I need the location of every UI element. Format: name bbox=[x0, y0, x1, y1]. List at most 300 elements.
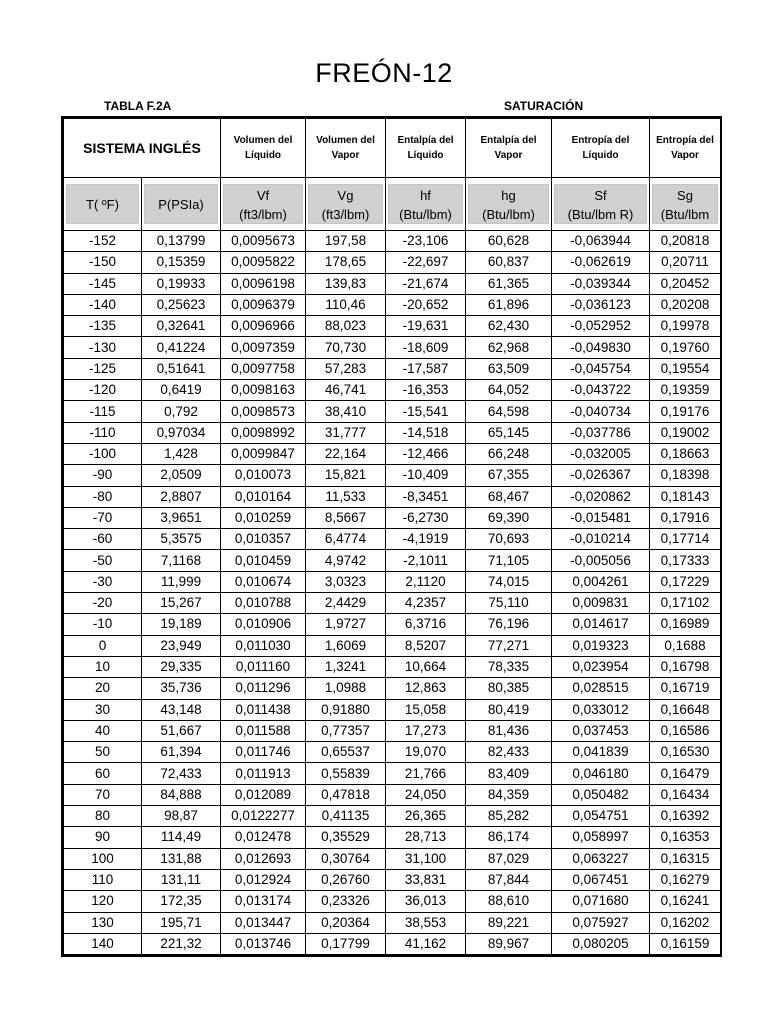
table-cell: 0,19176 bbox=[650, 401, 721, 422]
table-cell: 31,100 bbox=[386, 848, 466, 869]
table-cell: 0,0096198 bbox=[221, 273, 306, 294]
table-cell: 0,013447 bbox=[221, 912, 306, 933]
table-cell: 0,058997 bbox=[552, 827, 650, 848]
system-header: SISTEMA INGLÉS bbox=[64, 119, 221, 178]
table-cell: 0,16798 bbox=[650, 656, 721, 677]
unit-cell bbox=[466, 178, 552, 231]
table-cell: 78,335 bbox=[466, 656, 552, 677]
table-row bbox=[64, 848, 721, 869]
table-cell: 0,16434 bbox=[650, 784, 721, 805]
table-cell: -30 bbox=[64, 571, 142, 592]
table-cell: 43,148 bbox=[142, 699, 221, 720]
table-cell: 62,968 bbox=[466, 337, 552, 358]
table-cell: 0,41224 bbox=[142, 337, 221, 358]
table-cell: 114,49 bbox=[142, 827, 221, 848]
table-cell: 0,011160 bbox=[221, 656, 306, 677]
table-cell: 0,20711 bbox=[650, 252, 721, 273]
col-header bbox=[306, 119, 386, 178]
table-cell: 24,050 bbox=[386, 784, 466, 805]
table-cell: -15,541 bbox=[386, 401, 466, 422]
table-cell: -17,587 bbox=[386, 358, 466, 379]
table-cell: 65,145 bbox=[466, 422, 552, 443]
table-cell: 1,428 bbox=[142, 443, 221, 464]
col-header-line2: Vapor bbox=[331, 150, 360, 161]
table-cell: 0,012924 bbox=[221, 869, 306, 890]
table-cell: 0,23326 bbox=[306, 891, 386, 912]
unit-symbol: Vg bbox=[337, 188, 354, 203]
table-cell: -0,043722 bbox=[552, 380, 650, 401]
table-cell: 3,9651 bbox=[142, 507, 221, 528]
table-cell: 0,91880 bbox=[306, 699, 386, 720]
table-cell: -140 bbox=[64, 294, 142, 315]
table-cell: 0,011030 bbox=[221, 635, 306, 656]
table-cell: 0,35529 bbox=[306, 827, 386, 848]
table-cell: 2,8807 bbox=[142, 486, 221, 507]
units-row bbox=[64, 178, 721, 231]
col-header-line2: Líquido bbox=[244, 150, 282, 161]
table-cell: 0,004261 bbox=[552, 571, 650, 592]
table-cell: -125 bbox=[64, 358, 142, 379]
table-cell: 10 bbox=[64, 656, 142, 677]
table-cell: 0,32641 bbox=[142, 316, 221, 337]
table-cell: -115 bbox=[64, 401, 142, 422]
table-cell: 0,16353 bbox=[650, 827, 721, 848]
unit-box bbox=[652, 184, 718, 224]
table-cell: -70 bbox=[64, 507, 142, 528]
table-cell: 0,17102 bbox=[650, 593, 721, 614]
col-header bbox=[221, 119, 306, 178]
table-row bbox=[64, 443, 721, 464]
table-cell: 0,20452 bbox=[650, 273, 721, 294]
col-header-line1: Entalpía del bbox=[397, 135, 454, 146]
table-cell: 38,410 bbox=[306, 401, 386, 422]
table-cell: -0,045754 bbox=[552, 358, 650, 379]
table-cell: -0,026367 bbox=[552, 465, 650, 486]
table-cell: -50 bbox=[64, 550, 142, 571]
table-cell: 64,598 bbox=[466, 401, 552, 422]
table-cell: 0,18398 bbox=[650, 465, 721, 486]
table-row bbox=[64, 593, 721, 614]
table-cell: 11,533 bbox=[306, 486, 386, 507]
table-cell: 0 bbox=[64, 635, 142, 656]
table-cell: 76,196 bbox=[466, 614, 552, 635]
table-cell: 0,023954 bbox=[552, 656, 650, 677]
table-cell: 60,837 bbox=[466, 252, 552, 273]
table-cell: 0,014617 bbox=[552, 614, 650, 635]
table-cell: 70,693 bbox=[466, 529, 552, 550]
table-cell: 110 bbox=[64, 869, 142, 890]
unit-symbol: hg bbox=[501, 188, 516, 203]
col-header-line1: Entropía del bbox=[656, 135, 714, 146]
table-cell: 0,050482 bbox=[552, 784, 650, 805]
table-cell: 0,55839 bbox=[306, 763, 386, 784]
table-row bbox=[64, 358, 721, 379]
table-cell: 0,0096966 bbox=[221, 316, 306, 337]
table-cell: 0,19933 bbox=[142, 273, 221, 294]
header-row bbox=[64, 119, 721, 178]
table-cell: 0,16202 bbox=[650, 912, 721, 933]
table-cell: 0,792 bbox=[142, 401, 221, 422]
table-cell: 0,010357 bbox=[221, 529, 306, 550]
table-cell: -150 bbox=[64, 252, 142, 273]
table-cell: 2,1120 bbox=[386, 571, 466, 592]
table-cell: 0,16159 bbox=[650, 933, 721, 954]
table-cell: 33,831 bbox=[386, 869, 466, 890]
table-cell: -0,015481 bbox=[552, 507, 650, 528]
unit-symbol: T( ºF) bbox=[66, 184, 139, 224]
table-cell: -0,049830 bbox=[552, 337, 650, 358]
table-cell: 17,273 bbox=[386, 720, 466, 741]
table-cell: 0,010788 bbox=[221, 593, 306, 614]
table-cell: 0,16392 bbox=[650, 806, 721, 827]
table-row bbox=[64, 635, 721, 656]
table-cell: -0,062619 bbox=[552, 252, 650, 273]
table-cell: 0,011588 bbox=[221, 720, 306, 741]
col-header bbox=[386, 119, 466, 178]
table-cell: -10 bbox=[64, 614, 142, 635]
table-cell: 83,409 bbox=[466, 763, 552, 784]
table-cell: 0,010674 bbox=[221, 571, 306, 592]
unit-cell bbox=[650, 178, 721, 231]
table-row bbox=[64, 763, 721, 784]
col-header bbox=[650, 119, 721, 178]
table-cell: -16,353 bbox=[386, 380, 466, 401]
table-cell: 0,17229 bbox=[650, 571, 721, 592]
table-cell: 0,054751 bbox=[552, 806, 650, 827]
table-cell: 0,013746 bbox=[221, 933, 306, 954]
table-cell: 61,896 bbox=[466, 294, 552, 315]
table-cell: -0,032005 bbox=[552, 443, 650, 464]
table-cell: 2,4429 bbox=[306, 593, 386, 614]
table-cell: 6,3716 bbox=[386, 614, 466, 635]
table-cell: 0,19760 bbox=[650, 337, 721, 358]
unit-cell bbox=[64, 178, 142, 231]
table-cell: 0,19554 bbox=[650, 358, 721, 379]
table-cell: 7,1168 bbox=[142, 550, 221, 571]
unit-cell bbox=[221, 178, 306, 231]
table-cell: -20 bbox=[64, 593, 142, 614]
table-cell: 80 bbox=[64, 806, 142, 827]
table-row bbox=[64, 869, 721, 890]
table-cell: 0,17799 bbox=[306, 933, 386, 954]
unit-box bbox=[388, 184, 463, 224]
table-cell: 87,844 bbox=[466, 869, 552, 890]
table-cell: 0,019323 bbox=[552, 635, 650, 656]
table-cell: 0,15359 bbox=[142, 252, 221, 273]
table-cell: 0,071680 bbox=[552, 891, 650, 912]
table-cell: 84,888 bbox=[142, 784, 221, 805]
table-cell: 87,029 bbox=[466, 848, 552, 869]
table-cell: 0,010259 bbox=[221, 507, 306, 528]
table-cell: 0,0096379 bbox=[221, 294, 306, 315]
table-cell: 0,17333 bbox=[650, 550, 721, 571]
table-cell: 120 bbox=[64, 891, 142, 912]
table-cell: 3,0323 bbox=[306, 571, 386, 592]
table-cell: 0,033012 bbox=[552, 699, 650, 720]
table-cell: 2,0509 bbox=[142, 465, 221, 486]
table-cell: -90 bbox=[64, 465, 142, 486]
table-row bbox=[64, 465, 721, 486]
unit-symbol: Vf bbox=[256, 188, 270, 203]
table-row bbox=[64, 316, 721, 337]
table-cell: 0,16315 bbox=[650, 848, 721, 869]
table-cell: 178,65 bbox=[306, 252, 386, 273]
table-cell: 0,17916 bbox=[650, 507, 721, 528]
table-cell: 0,011746 bbox=[221, 742, 306, 763]
table-cell: 0,1688 bbox=[650, 635, 721, 656]
table-cell: -0,039344 bbox=[552, 273, 650, 294]
table-cell: -4,1919 bbox=[386, 529, 466, 550]
table-cell: 0,010073 bbox=[221, 465, 306, 486]
table-row bbox=[64, 912, 721, 933]
freon-table bbox=[63, 118, 721, 955]
table-cell: 85,282 bbox=[466, 806, 552, 827]
table-cell: -23,106 bbox=[386, 231, 466, 252]
table-cell: -60 bbox=[64, 529, 142, 550]
table-cell: 5,3575 bbox=[142, 529, 221, 550]
table-cell: 0,028515 bbox=[552, 678, 650, 699]
table-cell: 82,433 bbox=[466, 742, 552, 763]
table-cell: 10,664 bbox=[386, 656, 466, 677]
table-cell: 57,283 bbox=[306, 358, 386, 379]
table-cell: 28,713 bbox=[386, 827, 466, 848]
table-row bbox=[64, 720, 721, 741]
table-cell: 195,71 bbox=[142, 912, 221, 933]
unit-box bbox=[308, 184, 383, 224]
page-title: FREÓN-12 bbox=[315, 58, 453, 88]
table-cell: -135 bbox=[64, 316, 142, 337]
table-row bbox=[64, 401, 721, 422]
table-cell: 0,51641 bbox=[142, 358, 221, 379]
table-row bbox=[64, 784, 721, 805]
table-cell: -0,037786 bbox=[552, 422, 650, 443]
table-cell: 75,110 bbox=[466, 593, 552, 614]
table-cell: 60 bbox=[64, 763, 142, 784]
table-cell: 88,023 bbox=[306, 316, 386, 337]
table-cell: 0,011438 bbox=[221, 699, 306, 720]
table-cell: -80 bbox=[64, 486, 142, 507]
table-label: TABLA F.2A bbox=[104, 99, 172, 113]
table-cell: 0,063227 bbox=[552, 848, 650, 869]
table-cell: -19,631 bbox=[386, 316, 466, 337]
table-cell: -10,409 bbox=[386, 465, 466, 486]
col-header bbox=[552, 119, 650, 178]
table-cell: 86,174 bbox=[466, 827, 552, 848]
table-cell: -8,3451 bbox=[386, 486, 466, 507]
table-cell: 68,467 bbox=[466, 486, 552, 507]
table-cell: 12,863 bbox=[386, 678, 466, 699]
unit-text: (Btu/lbm bbox=[660, 207, 710, 222]
table-cell: 0,0095822 bbox=[221, 252, 306, 273]
table-cell: 84,359 bbox=[466, 784, 552, 805]
table-cell: 0,26760 bbox=[306, 869, 386, 890]
table-cell: 0,0122277 bbox=[221, 806, 306, 827]
table-row bbox=[64, 337, 721, 358]
unit-cell bbox=[306, 178, 386, 231]
table-cell: 0,16586 bbox=[650, 720, 721, 741]
table-cell: 0,012693 bbox=[221, 848, 306, 869]
table-cell: 0,20364 bbox=[306, 912, 386, 933]
col-header-line2: Vapor bbox=[494, 150, 523, 161]
table-cell: 0,0099847 bbox=[221, 443, 306, 464]
table-cell: 69,390 bbox=[466, 507, 552, 528]
table-cell: 0,0098992 bbox=[221, 422, 306, 443]
table-cell: 0,16989 bbox=[650, 614, 721, 635]
table-cell: 36,013 bbox=[386, 891, 466, 912]
table-cell: 0,010459 bbox=[221, 550, 306, 571]
unit-cell bbox=[552, 178, 650, 231]
table-cell: 100 bbox=[64, 848, 142, 869]
table-row bbox=[64, 231, 721, 252]
unit-cell bbox=[142, 178, 221, 231]
data-table bbox=[61, 116, 722, 957]
table-row bbox=[64, 827, 721, 848]
table-row bbox=[64, 486, 721, 507]
table-row bbox=[64, 742, 721, 763]
table-cell: 0,19978 bbox=[650, 316, 721, 337]
table-row bbox=[64, 678, 721, 699]
table-cell: 60,628 bbox=[466, 231, 552, 252]
table-cell: 0,18663 bbox=[650, 443, 721, 464]
table-cell: 0,16648 bbox=[650, 699, 721, 720]
table-cell: -120 bbox=[64, 380, 142, 401]
table-cell: -0,010214 bbox=[552, 529, 650, 550]
unit-text: (Btu/lbm) bbox=[482, 207, 535, 222]
table-cell: 15,058 bbox=[386, 699, 466, 720]
table-cell: 0,16241 bbox=[650, 891, 721, 912]
table-cell: 0,046180 bbox=[552, 763, 650, 784]
col-header-line1: Entalpía del bbox=[480, 135, 537, 146]
table-cell: 66,248 bbox=[466, 443, 552, 464]
table-cell: 0,041839 bbox=[552, 742, 650, 763]
table-cell: 0,16530 bbox=[650, 742, 721, 763]
table-cell: 20 bbox=[64, 678, 142, 699]
unit-box bbox=[468, 184, 549, 224]
table-cell: 63,509 bbox=[466, 358, 552, 379]
table-cell: 77,271 bbox=[466, 635, 552, 656]
table-cell: -18,609 bbox=[386, 337, 466, 358]
table-cell: -0,005056 bbox=[552, 550, 650, 571]
table-cell: 19,070 bbox=[386, 742, 466, 763]
unit-box bbox=[554, 184, 647, 224]
table-cell: 0,19359 bbox=[650, 380, 721, 401]
table-cell: 0,30764 bbox=[306, 848, 386, 869]
table-cell: 0,16479 bbox=[650, 763, 721, 784]
table-cell: 40 bbox=[64, 720, 142, 741]
table-cell: -152 bbox=[64, 231, 142, 252]
table-cell: -0,063944 bbox=[552, 231, 650, 252]
table-cell: -12,466 bbox=[386, 443, 466, 464]
table-cell: 0,97034 bbox=[142, 422, 221, 443]
table-cell: 0,16279 bbox=[650, 869, 721, 890]
table-cell: 98,87 bbox=[142, 806, 221, 827]
col-header-line1: Entropía del bbox=[571, 135, 630, 146]
table-cell: -110 bbox=[64, 422, 142, 443]
table-cell: 71,105 bbox=[466, 550, 552, 571]
unit-text: (ft3/lbm) bbox=[321, 207, 370, 222]
table-cell: 0,011913 bbox=[221, 763, 306, 784]
table-cell: 1,6069 bbox=[306, 635, 386, 656]
table-cell: 62,430 bbox=[466, 316, 552, 337]
table-cell: 0,19002 bbox=[650, 422, 721, 443]
table-cell: 8,5207 bbox=[386, 635, 466, 656]
table-cell: 131,11 bbox=[142, 869, 221, 890]
table-cell: 0,6419 bbox=[142, 380, 221, 401]
table-cell: 61,394 bbox=[142, 742, 221, 763]
table-cell: 0,77357 bbox=[306, 720, 386, 741]
table-cell: 221,32 bbox=[142, 933, 221, 954]
table-row bbox=[64, 550, 721, 571]
table-cell: 81,436 bbox=[466, 720, 552, 741]
table-cell: 51,667 bbox=[142, 720, 221, 741]
table-cell: 0,080205 bbox=[552, 933, 650, 954]
table-cell: 0,010906 bbox=[221, 614, 306, 635]
table-cell: 46,741 bbox=[306, 380, 386, 401]
table-cell: -0,036123 bbox=[552, 294, 650, 315]
table-cell: 0,0098163 bbox=[221, 380, 306, 401]
table-cell: 0,012478 bbox=[221, 827, 306, 848]
col-header-line2: Vapor bbox=[671, 150, 699, 161]
table-cell: 21,766 bbox=[386, 763, 466, 784]
table-row bbox=[64, 891, 721, 912]
table-cell: 72,433 bbox=[142, 763, 221, 784]
table-row bbox=[64, 507, 721, 528]
unit-symbol: hf bbox=[420, 188, 431, 203]
table-cell: 0,17714 bbox=[650, 529, 721, 550]
unit-text: (Btu/lbm R) bbox=[567, 207, 634, 222]
table-cell: 8,5667 bbox=[306, 507, 386, 528]
table-cell: 0,012089 bbox=[221, 784, 306, 805]
table-cell: 22,164 bbox=[306, 443, 386, 464]
table-cell: 50 bbox=[64, 742, 142, 763]
table-cell: 172,35 bbox=[142, 891, 221, 912]
table-cell: 197,58 bbox=[306, 231, 386, 252]
table-cell: 23,949 bbox=[142, 635, 221, 656]
table-cell: -14,518 bbox=[386, 422, 466, 443]
table-cell: 140 bbox=[64, 933, 142, 954]
unit-text: (Btu/lbm) bbox=[399, 207, 452, 222]
table-cell: 35,736 bbox=[142, 678, 221, 699]
table-cell: 0,0097758 bbox=[221, 358, 306, 379]
section-label: SATURACIÓN bbox=[504, 99, 584, 113]
table-cell: 89,967 bbox=[466, 933, 552, 954]
table-cell: 0,010164 bbox=[221, 486, 306, 507]
table-cell: 0,20208 bbox=[650, 294, 721, 315]
table-cell: 89,221 bbox=[466, 912, 552, 933]
col-header-line1: Volumen del bbox=[316, 135, 375, 146]
table-cell: 74,015 bbox=[466, 571, 552, 592]
table-row bbox=[64, 294, 721, 315]
table-cell: 1,3241 bbox=[306, 656, 386, 677]
table-cell: 0,011296 bbox=[221, 678, 306, 699]
table-cell: 0,20818 bbox=[650, 231, 721, 252]
col-header bbox=[466, 119, 552, 178]
table-cell: 88,610 bbox=[466, 891, 552, 912]
table-cell: 0,0095673 bbox=[221, 231, 306, 252]
table-cell: 4,9742 bbox=[306, 550, 386, 571]
table-cell: -20,652 bbox=[386, 294, 466, 315]
table-row bbox=[64, 252, 721, 273]
table-cell: -130 bbox=[64, 337, 142, 358]
table-cell: 0,65537 bbox=[306, 742, 386, 763]
table-cell: 15,821 bbox=[306, 465, 386, 486]
table-cell: 4,2357 bbox=[386, 593, 466, 614]
table-cell: 90 bbox=[64, 827, 142, 848]
col-header-line1: Volumen del bbox=[233, 135, 293, 146]
table-cell: -2,1011 bbox=[386, 550, 466, 571]
table-cell: 38,553 bbox=[386, 912, 466, 933]
col-header-line2: Líquido bbox=[407, 150, 444, 161]
